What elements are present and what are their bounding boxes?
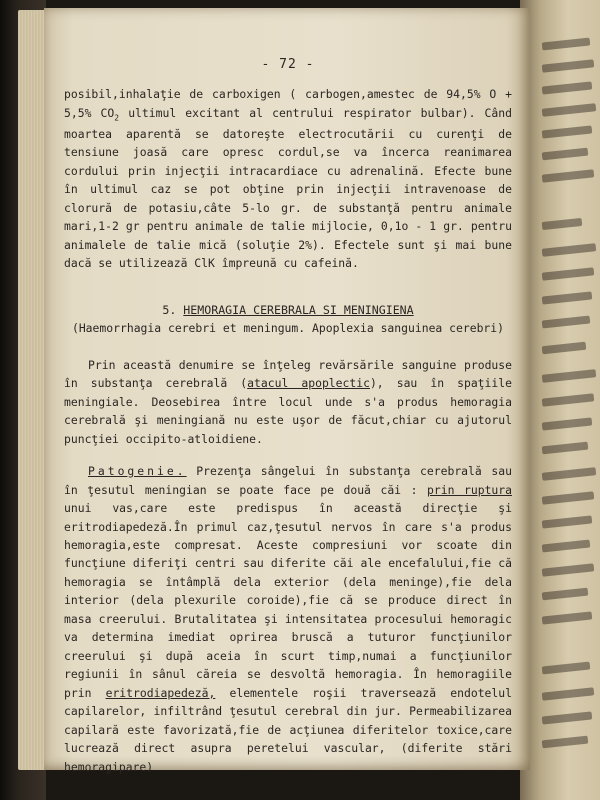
paragraph-reanimation xyxy=(64,85,512,272)
facing-page-text-line xyxy=(542,540,591,553)
facing-page-text-line xyxy=(542,563,595,576)
facing-page-text-line xyxy=(542,442,589,455)
facing-page-text-line xyxy=(542,81,593,94)
page-number: - 72 - xyxy=(261,57,315,72)
facing-page-text-line xyxy=(542,687,595,700)
facing-page-text-line xyxy=(542,393,595,406)
facing-page-text-line xyxy=(542,736,589,749)
facing-page-text-line xyxy=(542,59,595,72)
paragraph-pathogenesis-text-1: Prezenţa sângelui în substanţa cerebrală sau în ţesutul meningian se poate face pe două căi : xyxy=(64,464,512,497)
paragraph-definition-text-1: Prin această denumire se înţeleg revărsările sanguine produse în substanţa cerebrală ( xyxy=(64,357,512,391)
facing-page-text-line xyxy=(542,243,597,257)
paragraph-pathogenesis xyxy=(64,462,512,776)
rupture-term: prin ruptura xyxy=(427,482,513,497)
facing-page-text-line xyxy=(542,711,593,724)
facing-page-text-line xyxy=(542,662,591,675)
apoplectic-attack-term: atacul apoplectic xyxy=(247,376,370,391)
pathogenesis-label: Patogenie. xyxy=(88,464,187,479)
facing-page xyxy=(520,0,600,800)
paragraph-gap xyxy=(64,448,512,462)
facing-page-text-line xyxy=(542,588,589,601)
facing-page-text-line xyxy=(542,467,597,481)
facing-page-text-line xyxy=(542,417,593,430)
facing-page-text-line xyxy=(542,491,595,504)
facing-page-text-line xyxy=(542,218,583,230)
facing-page-text-line xyxy=(542,316,591,329)
page-content xyxy=(64,54,512,776)
section-heading xyxy=(64,301,512,320)
paragraph-pathogenesis-text-3: elementele roşii traversează endotelul capilarelor, infiltrând ţesutul cerebral din jur. Permeabilizarea capilară este favorizată,fie de acţiunea diferitelor toxice,care lucrează direct asupra peretelui vascular, (diferite stări hemoragipare) xyxy=(64,685,512,774)
facing-page-text-line xyxy=(542,169,595,182)
paragraph-definition-text-2: ), sau în spaţiile meningiale. Deosebirea între locul unde s'a produs hemoragia cerebrală şi meningiană nu este uşor de făcut,chiar cu ajutorul puncţiei occipito-atloidiene. xyxy=(64,376,512,446)
section-number: 5. xyxy=(162,302,177,317)
co2-subscript: 2 xyxy=(114,112,120,122)
facing-page-text-line xyxy=(542,369,597,383)
paragraph-pathogenesis-text-2: unui vas,care este predispus în această direcţie şi eritrodiapedeză.În primul caz,ţesutul nervos în care s'a produs hemoragia,este compresat. Aceste compresiuni vor scoate din funcţiune diferiţi centri sau diferite căi ale encefalului,fie că hemoragia se întâmplă dela exterior (dela meninge),fie dela interior (dela plexurile coroide),fie că se produce direct în masa creerului. Brutalitatea şi intensitatea procesului hemoragic va determina imediat oprirea bruscă a tuturor funcţiunilor creerului şi după aceia în scurt timp,numai a funcţiunilor regiunii în sânul căreia se desvoltă hemoragia. În hemoragiile prin xyxy=(64,501,512,700)
facing-page-text-line xyxy=(542,125,593,138)
paragraph-reanimation-text-2: ultimul excitant al centrului respirator bulbar). Când moartea aparentă se datoreşte electrocutării cu curenţi de tensiune joasă care opresc cordul,se va încerca reanimarea cordului prin injecţii intracardiace cu adrenalină. Efecte bune în ultimul caz se pot obţine prin injecţii intravenoase de clorură de potasiu,câte 5-lo gr. de substanţă pentru animale mari,1-2 gr pentru animale de talie mijlocie, 0,1o - 1 gr. pentru animalele de talie mică (soluţie 2%). Efectele sunt şi mai bune dacă se utilizează ClK împreună cu cafeină. xyxy=(64,105,512,271)
facing-page-text-line xyxy=(542,291,593,304)
section-latin-subtitle: (Haemorrhagia cerebri et meningum. Apoplexia sanguinea cerebri) xyxy=(71,321,505,336)
facing-page-text-line xyxy=(542,103,597,117)
erythrodiapedesis-term: eritrodiapedeză, xyxy=(105,685,216,700)
facing-page-text-line xyxy=(542,267,595,280)
paragraph-definition xyxy=(64,356,512,448)
facing-page-text-line xyxy=(542,38,591,51)
facing-page-text-line xyxy=(542,515,593,528)
facing-page-text-line xyxy=(542,342,587,355)
section-title: HEMORAGIA CEREBRALA SI MENINGIENA xyxy=(183,302,414,317)
facing-page-text-line xyxy=(542,611,593,624)
paragraph-reanimation-text-1: posibil,inhalaţie de carboxigen ( carbogen,amestec de 94,5% O + 5,5% CO xyxy=(64,87,512,120)
facing-page-text-line xyxy=(542,148,589,161)
